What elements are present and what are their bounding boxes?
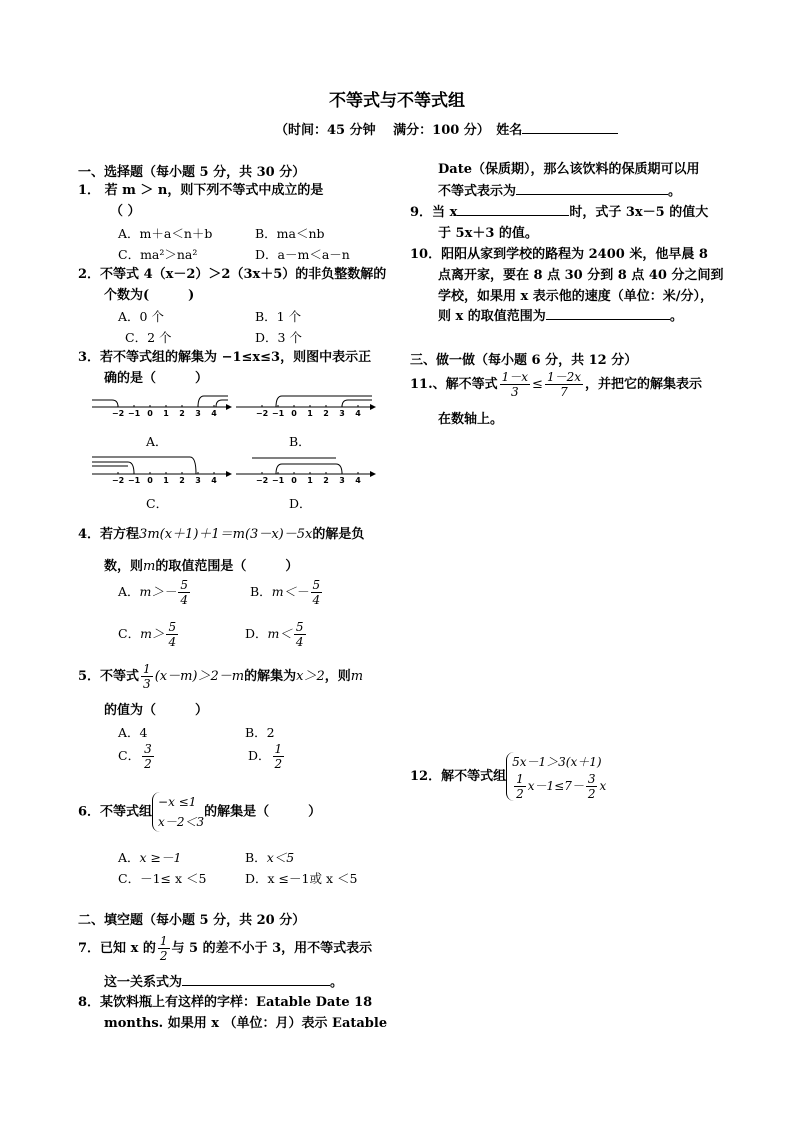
fraction-numerator: 1－2x — [546, 370, 581, 384]
q11-fraction-left — [500, 370, 530, 399]
q6-option-d — [245, 869, 357, 887]
q4-option-a-label: A． — [118, 584, 140, 599]
q3-option-a: A． — [146, 434, 168, 449]
q7-stem-pre: 7．已知 x 的 — [78, 941, 156, 956]
q12-pre: 12．解不等式组 — [410, 769, 507, 784]
tick-label: 0 — [291, 409, 297, 418]
fraction-numerator: 1 — [516, 772, 524, 786]
q5-stem-post: ，则 — [324, 669, 351, 684]
tick-label: 4 — [355, 409, 361, 418]
q6-system — [152, 792, 204, 832]
q8-end: 。 — [668, 184, 682, 199]
q5-option-d — [248, 742, 286, 771]
q2-stem-2: 个数为( ) — [104, 288, 195, 303]
q3-option-d: D． — [289, 496, 312, 511]
tick-label: 1 — [163, 409, 169, 418]
q5-option-b: B．2 — [245, 725, 275, 740]
fraction-numerator: 3 — [144, 742, 152, 756]
exam-info — [275, 119, 618, 138]
number-line-b — [232, 392, 377, 424]
tick-label: 1 — [307, 409, 313, 418]
q9-pre: 9．当 x — [410, 205, 458, 220]
page-title: 不等式与不等式组 — [329, 91, 465, 111]
q8-stem: 8．某饮料瓶上有这样的字样：Eatable Date 18 — [78, 995, 373, 1010]
q10-line-3: 学校，如果用 x 表示他的速度（单位：米/分）， — [438, 289, 714, 304]
q7-answer-blank[interactable] — [182, 973, 330, 986]
q4-option-d — [245, 620, 308, 649]
fraction-denominator: 2 — [587, 787, 596, 801]
q7-stem-2 — [104, 972, 343, 993]
q6-option-a — [118, 848, 181, 866]
q5-solution: x＞2 — [296, 669, 325, 684]
q7-end: 。 — [330, 975, 344, 990]
q5-option-c-fraction — [142, 742, 154, 771]
q2-option-b: B．1 个 — [255, 309, 302, 324]
q9-mid: 时，式子 3x－5 的值大 — [569, 205, 709, 220]
q10-answer-blank[interactable] — [546, 307, 670, 320]
q12-system-line-1: 5x－1＞3(x＋1) — [512, 755, 602, 769]
fraction-denominator: 3 — [143, 677, 151, 691]
q12-stem — [410, 752, 606, 801]
q5-stem-2: 的值为（ ） — [104, 703, 209, 718]
number-line-a — [88, 392, 233, 424]
number-line-c — [88, 454, 233, 488]
q10-end: 。 — [669, 309, 683, 324]
q1-option-c: C．ma²＞na² — [118, 247, 198, 262]
fraction-numerator: 1 — [159, 934, 168, 948]
section-choice: 一、选择题（每小题 5 分，共 30 分） — [78, 165, 306, 180]
fraction-numerator: 5 — [312, 578, 321, 592]
q2-option-d: D．3 个 — [255, 330, 302, 345]
q8-stem-3: Date（保质期），那么该饮料的保质期可以用 — [438, 162, 700, 177]
q11-stem-2: 在数轴上。 — [438, 412, 504, 427]
q2-stem: 2．不等式 4（x－2）＞2（3x＋5）的非负整数解的 — [78, 267, 387, 282]
q5-variable-m: m — [350, 669, 364, 684]
q10-line-4 — [438, 306, 683, 327]
tick-label: 0 — [147, 409, 153, 418]
tick-label: 1 — [307, 476, 313, 485]
q6-stem-post: 的解集是（ ） — [204, 804, 322, 820]
q6-option-d-label: D． — [245, 871, 268, 886]
q5-option-c-label: C． — [118, 748, 141, 763]
fraction-denominator: 4 — [295, 635, 304, 649]
q4-option-c-label: C． — [118, 626, 141, 641]
q12-fraction-2 — [586, 772, 598, 801]
q4-stem-pre: 4．若方程 — [78, 527, 140, 542]
q6-system-line-1: −x ≤1 — [158, 795, 197, 809]
tick-label: 2 — [323, 476, 329, 485]
q3-stem: 3．若不等式组的解集为 −1≤x≤3，则图中表示正 — [78, 350, 372, 365]
q4-option-b-fraction — [311, 578, 323, 607]
q4-option-d-fraction — [294, 620, 306, 649]
q1-option-d: D．a－m＜a－n — [255, 247, 350, 262]
q6-option-c — [118, 869, 206, 887]
tick-label: −1 — [271, 476, 285, 485]
number-line-d — [232, 454, 377, 488]
exam-info-text: （时间：45 分钟 满分：100 分） 姓名 — [275, 123, 523, 138]
q9-stem — [410, 202, 708, 223]
fraction-numerator: 1 — [143, 662, 151, 676]
tick-label: −2 — [111, 476, 125, 485]
q4-option-c-rel: m＞ — [140, 626, 165, 641]
q3-option-b: B． — [289, 434, 311, 449]
q4-option-d-rel: m＜ — [267, 626, 292, 641]
tick-label: 3 — [339, 409, 345, 418]
q4-stem — [78, 524, 364, 545]
q6-stem-pre: 6．不等式组 — [78, 804, 153, 820]
q6-option-b-rel: x＜5 — [266, 850, 295, 865]
q5-option-d-fraction — [273, 742, 285, 771]
tick-label: 0 — [291, 476, 297, 485]
tick-label: 2 — [179, 409, 185, 418]
fraction-numerator: 5 — [168, 620, 177, 634]
q4-equation: 3m(x＋1)＋1＝m(3－x)－5x — [139, 527, 313, 542]
q8-stem-4-text: 不等式表示为 — [438, 184, 517, 199]
q10-line-1: 10．阳阳从家到学校的路程为 2400 米，他早晨 8 — [410, 247, 708, 262]
q2-option-a: A．0 个 — [118, 309, 164, 324]
q6-option-c-rel: －1≤ x ＜5 — [140, 871, 207, 886]
q12-fraction-1 — [514, 772, 526, 801]
fraction-numerator: 1 — [274, 742, 283, 756]
q8-stem-4 — [438, 181, 681, 202]
q5-option-a: A．4 — [118, 725, 148, 740]
q7-stem-2-text: 这一关系式为 — [104, 975, 183, 990]
tick-label: 2 — [323, 409, 329, 418]
q7-fraction — [158, 934, 170, 963]
q4-stem-2a: 数，则 — [104, 559, 144, 574]
q6-system-line-2: x－2＜3 — [158, 815, 205, 829]
q5-option-d-label: D． — [248, 748, 271, 763]
fraction-denominator: 7 — [560, 385, 568, 399]
tick-label: −1 — [271, 409, 285, 418]
name-field[interactable] — [522, 121, 618, 134]
tick-label: −1 — [127, 409, 141, 418]
q4-option-c — [118, 620, 180, 649]
q4-option-b — [250, 578, 324, 607]
q4-option-a — [118, 578, 192, 607]
fraction-numerator: 1－x — [501, 370, 529, 384]
q5-stem-pre: 5．不等式 — [78, 669, 140, 684]
q4-option-b-label: B． — [250, 584, 272, 599]
tick-label: 3 — [339, 476, 345, 485]
q7-stem-post: 与 5 的差不小于 3，用不等式表示 — [171, 941, 373, 956]
q1-stem: 1． 若 m ＞ n，则下列不等式中成立的是 — [78, 183, 324, 198]
q4-variable-m: m — [143, 559, 156, 574]
fraction-numerator: 5 — [295, 620, 304, 634]
q12-line2-end: x — [599, 779, 607, 793]
q4-option-d-label: D． — [245, 626, 268, 641]
fraction-denominator: 4 — [180, 593, 189, 607]
fraction-denominator: 2 — [516, 787, 524, 801]
q4-stem-2 — [104, 556, 298, 577]
tick-label: −2 — [111, 409, 125, 418]
q11-pre: 11.、解不等式 — [410, 377, 498, 392]
q6-stem — [78, 792, 321, 832]
q1-option-a: A．m＋a＜n＋b — [118, 226, 213, 241]
q12-line2-mid: x－1≤7－ — [527, 779, 584, 793]
q6-option-c-label: C． — [118, 871, 141, 886]
tick-label: −2 — [255, 476, 269, 485]
tick-label: 3 — [195, 409, 201, 418]
q4-stem-2b: 的取值范围是（ ） — [155, 559, 299, 574]
tick-label: 4 — [211, 409, 217, 418]
fraction-denominator: 2 — [274, 757, 283, 771]
q11-stem — [410, 370, 702, 399]
q4-option-a-fraction — [178, 578, 190, 607]
q6-option-a-label: A． — [118, 850, 140, 865]
tick-label: 1 — [163, 476, 169, 485]
tick-label: −2 — [255, 409, 269, 418]
q5-fraction — [141, 662, 153, 691]
tick-label: −1 — [127, 476, 141, 485]
q3-stem-2: 确的是（ ） — [104, 371, 209, 386]
q5-stem — [78, 662, 363, 691]
q12-system-line-2 — [512, 772, 606, 801]
fraction-denominator: 2 — [144, 757, 152, 771]
q4-option-a-rel: m＞－ — [139, 584, 177, 599]
q4-stem-post: 的解是负 — [312, 527, 365, 542]
section-do-it: 三、做一做（每小题 6 分，共 12 分） — [410, 353, 638, 368]
q5-equation: (x－m)＞2－m — [154, 669, 245, 684]
tick-label: 2 — [179, 476, 185, 485]
tick-label: 3 — [195, 476, 201, 485]
fraction-denominator: 4 — [168, 635, 177, 649]
q9-stem-2: 于 5x＋3 的值。 — [438, 226, 538, 241]
tick-label: 4 — [211, 476, 217, 485]
q12-system — [506, 752, 606, 801]
q11-relation: ≤ — [532, 377, 543, 392]
q8-answer-blank[interactable] — [516, 182, 668, 195]
q10-line-2: 点离开家，要在 8 点 30 分到 8 点 40 分之间到 — [438, 268, 724, 283]
q8-stem-2: months. 如果用 x （单位：月）表示 Eatable — [104, 1016, 388, 1031]
section-fill-blank: 二、填空题（每小题 5 分，共 20 分） — [78, 913, 306, 928]
q4-option-c-fraction — [166, 620, 178, 649]
q6-option-a-rel: x ≥－1 — [139, 850, 182, 865]
q7-stem — [78, 934, 372, 963]
q1-paren: （ ） — [110, 204, 141, 219]
q6-option-d-rel: x ≤－1或 x ＜5 — [267, 871, 358, 886]
q10-line-4-text: 则 x 的取值范围为 — [438, 309, 546, 324]
q5-stem-mid: 的解集为 — [244, 669, 297, 684]
q4-option-b-rel: m＜－ — [271, 584, 309, 599]
fraction-denominator: 4 — [312, 593, 321, 607]
q3-option-c: C． — [146, 496, 169, 511]
fraction-numerator: 3 — [587, 772, 596, 786]
tick-label: 0 — [147, 476, 153, 485]
q11-post: ，并把它的解集表示 — [584, 377, 702, 392]
fraction-numerator: 5 — [180, 578, 189, 592]
q2-option-c: C．2 个 — [125, 330, 172, 345]
q5-option-c — [118, 742, 156, 771]
fraction-denominator: 2 — [159, 949, 168, 963]
tick-label: 4 — [355, 476, 361, 485]
q6-option-b-label: B． — [245, 850, 267, 865]
fraction-denominator: 3 — [511, 385, 519, 399]
q9-answer-blank[interactable] — [457, 203, 569, 216]
q6-option-b — [245, 848, 294, 866]
q1-option-b: B．ma＜nb — [255, 226, 325, 241]
q11-fraction-right — [545, 370, 583, 399]
